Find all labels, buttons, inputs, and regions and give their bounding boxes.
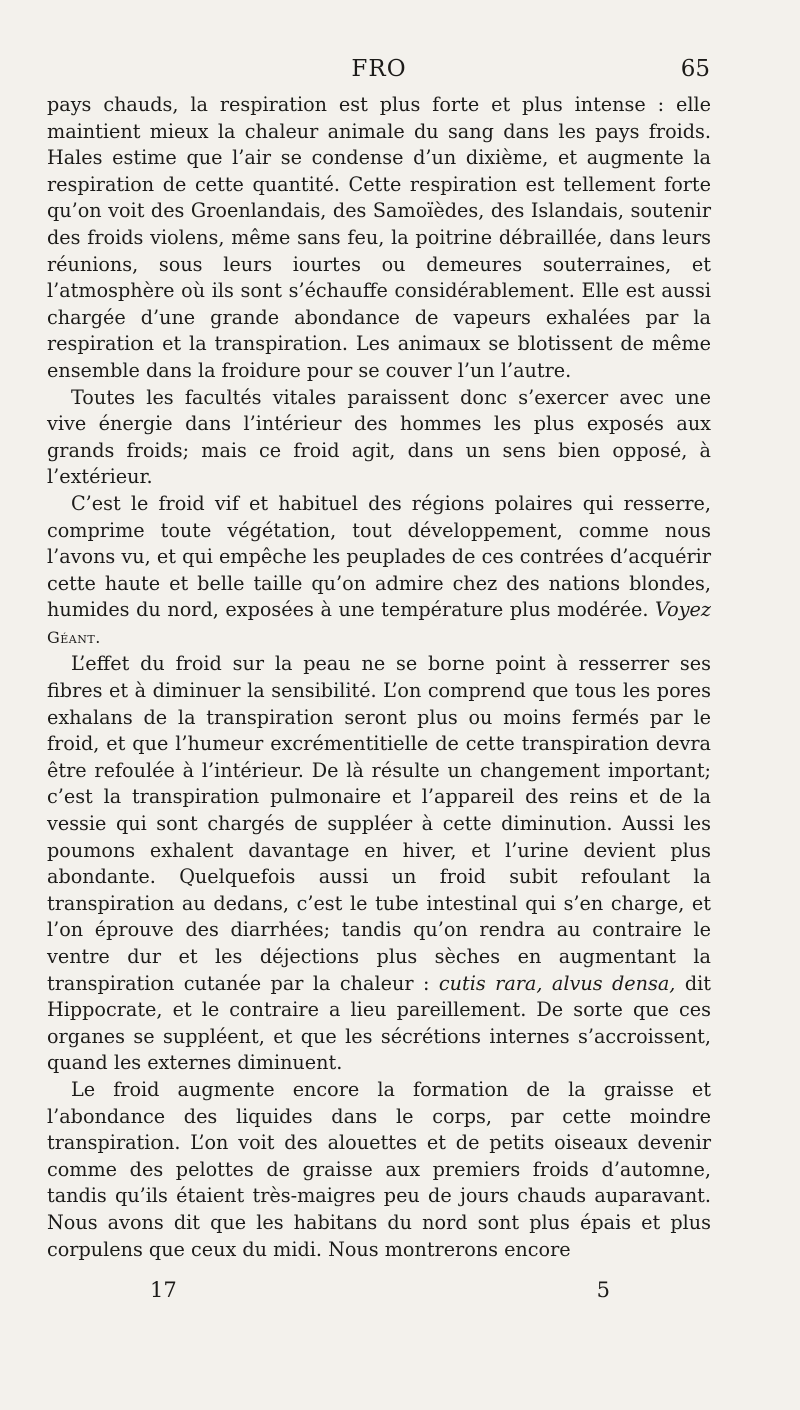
body-text	[47, 92, 711, 1263]
signature-mark: 17	[150, 1278, 177, 1302]
page-number: 65	[680, 56, 710, 82]
paragraph-3	[47, 491, 711, 652]
paragraph-3-text: C’est le froid vif et habituel des régions polaires qui resserre, comprime toute végétation, tout développement, comme nous l’avons vu, et qui empêche les peuplades de ces contrées d’acquérir cette haute et belle taille qu’on admire chez des nations blondes, humides du nord, exposées à une température plus modérée.	[47, 491, 711, 622]
latin-quote: cutis rara, alvus densa,	[438, 971, 676, 995]
cross-reference-voyez: Voyez	[655, 598, 711, 622]
paragraph-4-end: dit Hippocrate, et le contraire a lieu pareillement. De sorte que ces organes se suppléent, et que les sécrétions internes s’accroissent, quand les externes diminuent.	[47, 971, 711, 1075]
paragraph-4-text: L’effet du froid sur la peau ne se borne point à resserrer ses fibres et à diminuer la sensibilité. L’on comprend que tous les pores exhalans de la transpiration seront plus ou moins fermés par le froid, et que l’humeur excrémentitielle de cette transpiration devra être refoulée à l’intérieur. De là résulte un changement important; c’est la transpiration pulmonaire et l’appareil des reins et de la vessie qui sont chargés de suppléer à cette diminution. Aussi les poumons exhalent davantage en hiver, et l’urine devient plus abondante. Quelquefois aussi un froid subit refoulant la transpiration au dedans, c’est le tube intestinal qui s’en charge, et l’on éprouve des diarrhées; tandis qu’on rendra au contraire le ventre dur et les déjections plus sèches en augmentant la transpiration cutanée par la chaleur :	[47, 652, 711, 995]
page-footer	[150, 1278, 610, 1308]
page-header	[48, 56, 710, 90]
paragraph-2: Toutes les facultés vitales paraissent donc s’exercer avec une vive énergie dans l’intérieur des hommes les plus exposés aux grands froids; mais ce froid agit, dans un sens bien opposé, à l’extérieur.	[47, 385, 711, 489]
paragraph-5: Le froid augmente encore la formation de la graisse et l’abondance des liquides dans le corps, par cette moindre transpiration. L’on voit des alouettes et de petits oiseaux devenir comme des pelottes de graisse aux premiers froids d’automne, tandis qu’ils étaient très-maigres peu de jours chauds auparavant. Nous avons dit que les habitans du nord sont plus épais et plus corpulens que ceux du midi. Nous montrerons encore	[47, 1077, 711, 1261]
paragraph-1: pays chauds, la respiration est plus forte et plus intense : elle maintient mieux la chaleur animale du sang dans les pays froids. Hales estime que l’air se condense d’un dixième, et augmente la respiration de cette quantité. Cette respiration est tellement forte qu’on voit des Groenlandais, des Samoïèdes, des Islandais, soutenir des froids violens, même sans feu, la poitrine débraillée, dans leurs réunions, sous leurs iourtes ou demeures souterraines, et l’atmosphère où ils sont s’échauffe considérablement. Elle est aussi chargée d’une grande abondance de vapeurs exhalées par la respiration et la transpiration. Les animaux se blotissent de même ensemble dans la froidure pour se couver l’un l’autre.	[47, 93, 711, 382]
paragraph-4	[47, 651, 711, 1077]
running-head: FRO	[351, 56, 407, 82]
gathering-mark: 5	[596, 1278, 610, 1302]
cross-reference-target: Géant.	[47, 627, 101, 647]
